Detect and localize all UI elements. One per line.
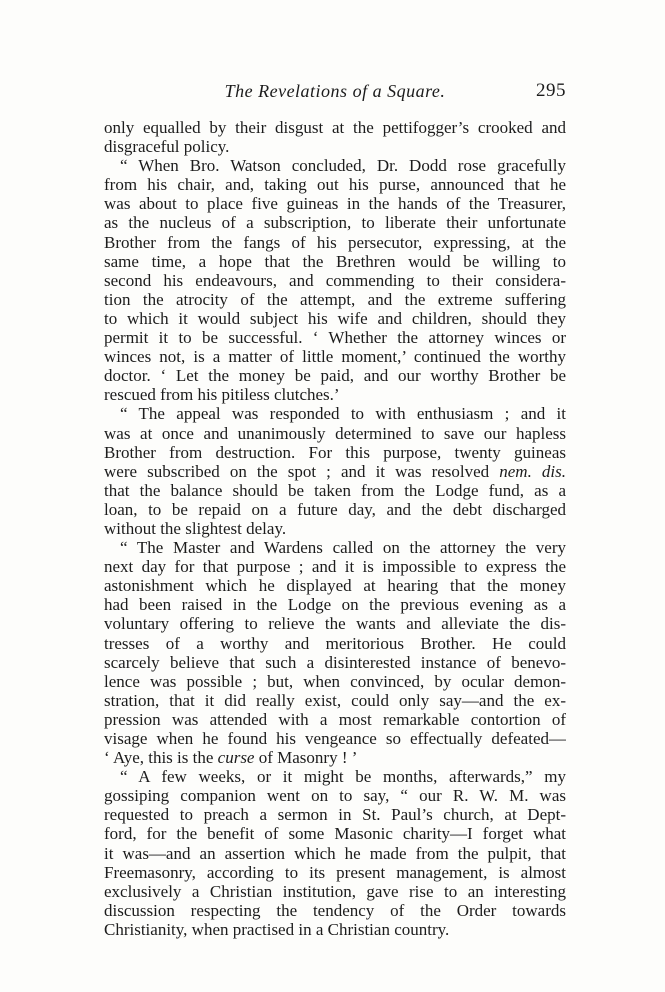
text-line	[104, 824, 566, 843]
text-line	[104, 882, 566, 901]
line-text: same time, a hope that the Brethren would be willing to	[104, 251, 566, 271]
text-line	[104, 500, 566, 519]
text-line	[104, 557, 566, 576]
text-line	[104, 538, 566, 557]
running-title: The Revelations of a Square.	[224, 81, 446, 101]
line-text: scarcely believe that such a disinterested instance of benevo-	[104, 652, 566, 672]
text-line	[104, 672, 566, 691]
line-text: visage when he found his vengeance so effectually defeated—	[104, 729, 566, 748]
line-text: it was—and an assertion which he made from the pulpit, that	[104, 843, 566, 863]
line-text: gossiping companion went on to say, “ our R. W. M. was	[104, 786, 566, 806]
line-text: was at once and unanimously determined to save our hapless	[104, 423, 566, 443]
text-line	[104, 748, 566, 767]
line-text: to which it would subject his wife and children, should they	[104, 308, 566, 328]
text-line	[104, 328, 566, 347]
line-text: Brother from the fangs of his persecutor, expressing, at the	[104, 232, 566, 252]
line-text: without the slightest delay.	[104, 518, 287, 538]
line-text: Brother from destruction. For this purpose, twenty guineas	[104, 442, 566, 462]
text-line	[104, 137, 566, 156]
text-line	[104, 366, 566, 385]
line-text: tresses of a worthy and meritorious Brother. He could	[104, 633, 566, 653]
line-text: as the nucleus of a subscription, to liberate their unfortunate	[104, 213, 566, 233]
line-text: only equalled by their disgust at the pettifogger’s crooked and	[104, 118, 566, 137]
text-line	[104, 309, 566, 328]
line-text: of Masonry ! ’	[254, 748, 358, 768]
text-line	[104, 767, 566, 786]
line-text: were subscribed on the spot ; and it was resolved	[104, 461, 500, 481]
text-line	[104, 233, 566, 252]
line-text: was about to place five guineas in the hands of the Treasurer,	[104, 194, 566, 214]
line-text: winces not, is a matter of little moment,’ continued the worthy	[104, 347, 566, 367]
line-text: had been raised in the Lodge on the previous evening as a	[104, 595, 566, 615]
text-line	[104, 385, 566, 404]
line-text: loan, to be repaid on a future day, and the debt discharged	[104, 499, 566, 519]
line-text: second his endeavours, and commending to their considera-	[104, 270, 566, 290]
text-line	[104, 805, 566, 824]
line-text: “ When Bro. Watson concluded, Dr. Dodd rose gracefully	[120, 156, 566, 176]
text-line	[104, 175, 566, 194]
text-line	[104, 634, 566, 653]
line-text: requested to preach a sermon in St. Paul’s church, at Dept-	[104, 805, 566, 825]
line-text: that the balance should be taken from the Lodge fund, as a	[104, 480, 566, 500]
running-head	[104, 78, 566, 104]
text-line	[104, 443, 566, 462]
line-text: lence was possible ; but, when convinced, by ocular demon-	[104, 671, 566, 691]
text-line	[104, 691, 566, 710]
line-text: rescued from his pitiless clutches.’	[104, 385, 340, 405]
text-line	[104, 844, 566, 863]
line-text: disgraceful policy.	[104, 137, 230, 157]
line-text: ford, for the benefit of some Masonic charity—I forget what	[104, 824, 566, 844]
text-line	[104, 462, 566, 481]
text-line	[104, 710, 566, 729]
text-line	[104, 252, 566, 271]
line-text: exclusively a Christian institution, gave rise to an interesting	[104, 881, 566, 901]
text-line	[104, 404, 566, 423]
text-line	[104, 920, 566, 939]
line-text: stration, that it did really exist, could only say—and the ex-	[104, 690, 566, 710]
line-text: tion the atrocity of the attempt, and the extreme suffering	[104, 289, 566, 309]
italic-text: curse	[217, 748, 255, 768]
line-text: “ The appeal was responded to with enthusiasm ; and it	[120, 404, 566, 424]
page-number: 295	[536, 80, 566, 101]
line-text: voluntary offering to relieve the wants and alleviate the dis-	[104, 614, 566, 634]
line-text: next day for that purpose ; and it is impossible to express the	[104, 557, 566, 577]
line-text: “ A few weeks, or it might be months, afterwards,” my	[120, 767, 566, 787]
body-text	[104, 118, 566, 939]
text-line	[104, 576, 566, 595]
text-line	[104, 347, 566, 366]
italic-text: nem. dis.	[499, 461, 566, 481]
text-line	[104, 786, 566, 805]
text-line	[104, 118, 566, 137]
text-line	[104, 729, 566, 748]
text-line	[104, 595, 566, 614]
line-text: permit it to be successful. ‘ Whether the attorney winces or	[104, 328, 566, 348]
line-text: Christianity, when practised in a Christian country.	[104, 919, 450, 939]
text-line	[104, 213, 566, 232]
text-line	[104, 194, 566, 213]
line-text: “ The Master and Wardens called on the attorney the very	[120, 538, 566, 558]
line-text: discussion respecting the tendency of the Order towards	[104, 900, 566, 920]
text-line	[104, 290, 566, 309]
line-text: doctor. ‘ Let the money be paid, and our worthy Brother be	[104, 366, 566, 386]
text-line	[104, 863, 566, 882]
text-line	[104, 481, 566, 500]
text-line	[104, 901, 566, 920]
text-line	[104, 519, 566, 538]
text-line	[104, 271, 566, 290]
text-line	[104, 614, 566, 633]
text-line	[104, 156, 566, 175]
line-text: from his chair, and, taking out his purse, announced that he	[104, 175, 566, 195]
line-text: astonishment which he displayed at hearing that the money	[104, 576, 566, 596]
line-text: ‘ Aye, this is the	[104, 748, 218, 768]
text-line	[104, 424, 566, 443]
line-text: pression was attended with a most remarkable contortion of	[104, 709, 566, 729]
text-line	[104, 653, 566, 672]
line-text: Freemasonry, according to its present management, is almost	[104, 862, 566, 882]
